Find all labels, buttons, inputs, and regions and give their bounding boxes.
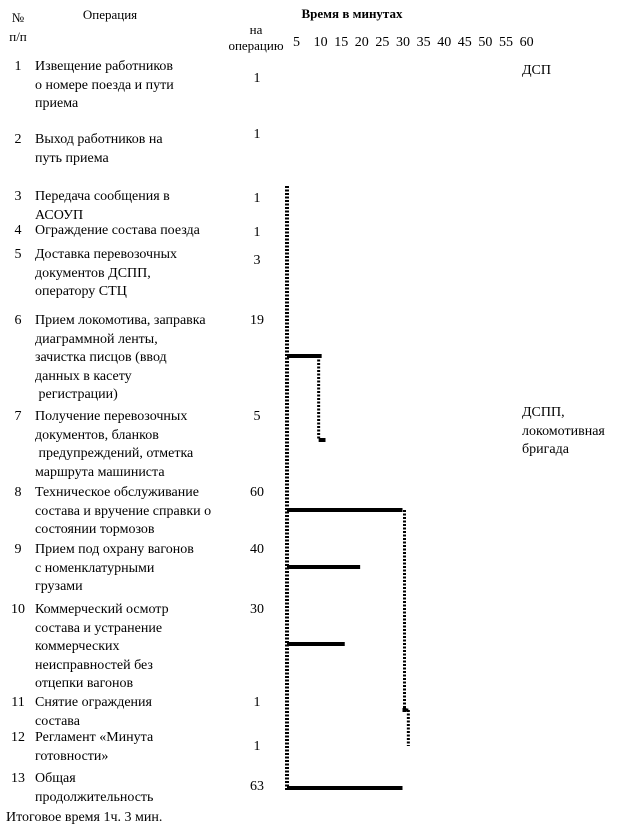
responsible-party-line: ДСПП, <box>522 405 565 420</box>
operation-name-line: путь приема <box>35 150 109 166</box>
row-number: 6 <box>14 313 22 328</box>
row-number: 10 <box>11 602 25 617</box>
row-number: 8 <box>14 485 22 500</box>
operation-name-line: предупреждений, отметка <box>35 446 194 461</box>
x-tick-label: 15 <box>334 35 349 50</box>
operation-name-line: Получение перевозочных <box>35 409 188 424</box>
operation-duration: 1 <box>253 71 261 86</box>
operation-name-line: Коммерческий осмотр <box>35 602 169 617</box>
operation-name-line: приема <box>35 96 79 111</box>
x-tick-label: 30 <box>396 35 410 50</box>
operation-name-line: диаграммной ленты, <box>35 331 158 347</box>
operation-name-line: документов, бланков <box>35 427 159 443</box>
operation-name-line: Извещение работников <box>35 59 174 74</box>
operation-name-line: АСОУП <box>35 207 84 223</box>
operation-name-line: Доставка перевозочных <box>35 247 177 262</box>
operation-name-line: Общая <box>35 771 76 786</box>
operation-name-line: состава <box>35 713 80 729</box>
operation-name-line: Передача сообщения в <box>35 189 170 204</box>
operation-duration: 1 <box>253 739 261 754</box>
x-tick-label: 5 <box>293 35 300 50</box>
x-tick-label: 50 <box>478 35 493 50</box>
operation-name-line: коммерческих <box>35 639 120 654</box>
operation-name-line: состоянии тормозов <box>35 522 155 537</box>
row-number: 5 <box>14 247 22 262</box>
operation-name-line: о номере поезда и пути <box>35 77 174 93</box>
row-number: 7 <box>14 409 22 424</box>
x-tick-label: 55 <box>499 35 513 50</box>
header-number-line1: № <box>11 10 25 25</box>
operation-name-line: Снятие ограждения <box>35 695 152 710</box>
operation-name-line: неисправностей без <box>35 657 153 673</box>
responsible-party-line: ДСП <box>522 63 551 78</box>
operation-duration: 40 <box>250 542 264 557</box>
operation-duration: 30 <box>250 602 264 617</box>
x-tick-label: 60 <box>519 35 534 50</box>
row-number: 3 <box>14 189 22 204</box>
responsible-party <box>522 62 551 81</box>
operation-name-line: грузами <box>35 579 83 594</box>
operation-name-line: состава и устранение <box>35 620 163 636</box>
operation-duration: 19 <box>250 313 264 328</box>
operation-name-line: состава и вручение справки о <box>35 503 212 519</box>
operation-duration: 3 <box>253 253 261 268</box>
operation-name-line: Ограждение состава поезда <box>35 223 200 238</box>
operation-name-line: с номенклатурными <box>35 560 155 576</box>
operation-name-line: отцепки вагонов <box>35 676 134 691</box>
operation-name-line: оператору СТЦ <box>35 284 127 299</box>
operation-name-line: данных в касету <box>35 368 132 384</box>
operation-duration: 60 <box>250 485 264 500</box>
total-time: Итоговое время 1ч. 3 мин. <box>6 810 163 825</box>
header-operation: Операция <box>82 7 138 22</box>
operation-name-line: Прием под охрану вагонов <box>35 542 194 557</box>
x-tick-label: 10 <box>313 35 328 50</box>
x-tick-label: 45 <box>457 35 472 50</box>
row-number: 1 <box>14 59 22 74</box>
operation-duration: 1 <box>253 191 261 206</box>
operation-name-line: Регламент «Минута <box>35 730 154 745</box>
operation-duration: 1 <box>253 225 261 240</box>
header-duration-line1: на <box>249 22 263 37</box>
operation-name-line: регистрации) <box>35 387 118 402</box>
responsible-party-line: локомотивная <box>522 423 605 439</box>
row-number: 12 <box>11 730 25 745</box>
x-tick-label: 40 <box>437 35 452 50</box>
header-duration-line2: операцию <box>228 38 284 53</box>
operation-name-line: маршрута машиниста <box>35 464 165 480</box>
row-number: 9 <box>14 542 22 557</box>
responsible-party <box>522 404 605 460</box>
operation-name-line: Техническое обслуживание <box>35 485 199 500</box>
responsible-party-line: бригада <box>522 442 569 457</box>
header-time: Время в минутах <box>301 6 403 21</box>
operation-name-line: Выход работников на <box>35 132 163 147</box>
x-tick-label: 20 <box>354 35 369 50</box>
row-number: 11 <box>11 695 25 710</box>
row-number: 2 <box>14 132 22 147</box>
operation-duration: 1 <box>253 127 261 142</box>
operation-duration: 1 <box>253 695 261 710</box>
operation-duration: 5 <box>253 409 261 424</box>
header-number-line2: п/п <box>9 29 27 44</box>
x-tick-label: 25 <box>375 35 390 50</box>
operation-name-line: зачистка писцов (ввод <box>35 350 167 365</box>
x-tick-label: 35 <box>416 35 431 50</box>
operation-name-line: документов ДСПП, <box>35 265 151 281</box>
operation-name-line: Прием локомотива, заправка <box>35 313 206 328</box>
row-number: 13 <box>11 771 25 786</box>
operation-name-line: готовности» <box>35 748 109 764</box>
operation-name-line: продолжительность <box>35 789 154 805</box>
row-number: 4 <box>14 223 22 238</box>
operation-duration: 63 <box>250 779 264 794</box>
